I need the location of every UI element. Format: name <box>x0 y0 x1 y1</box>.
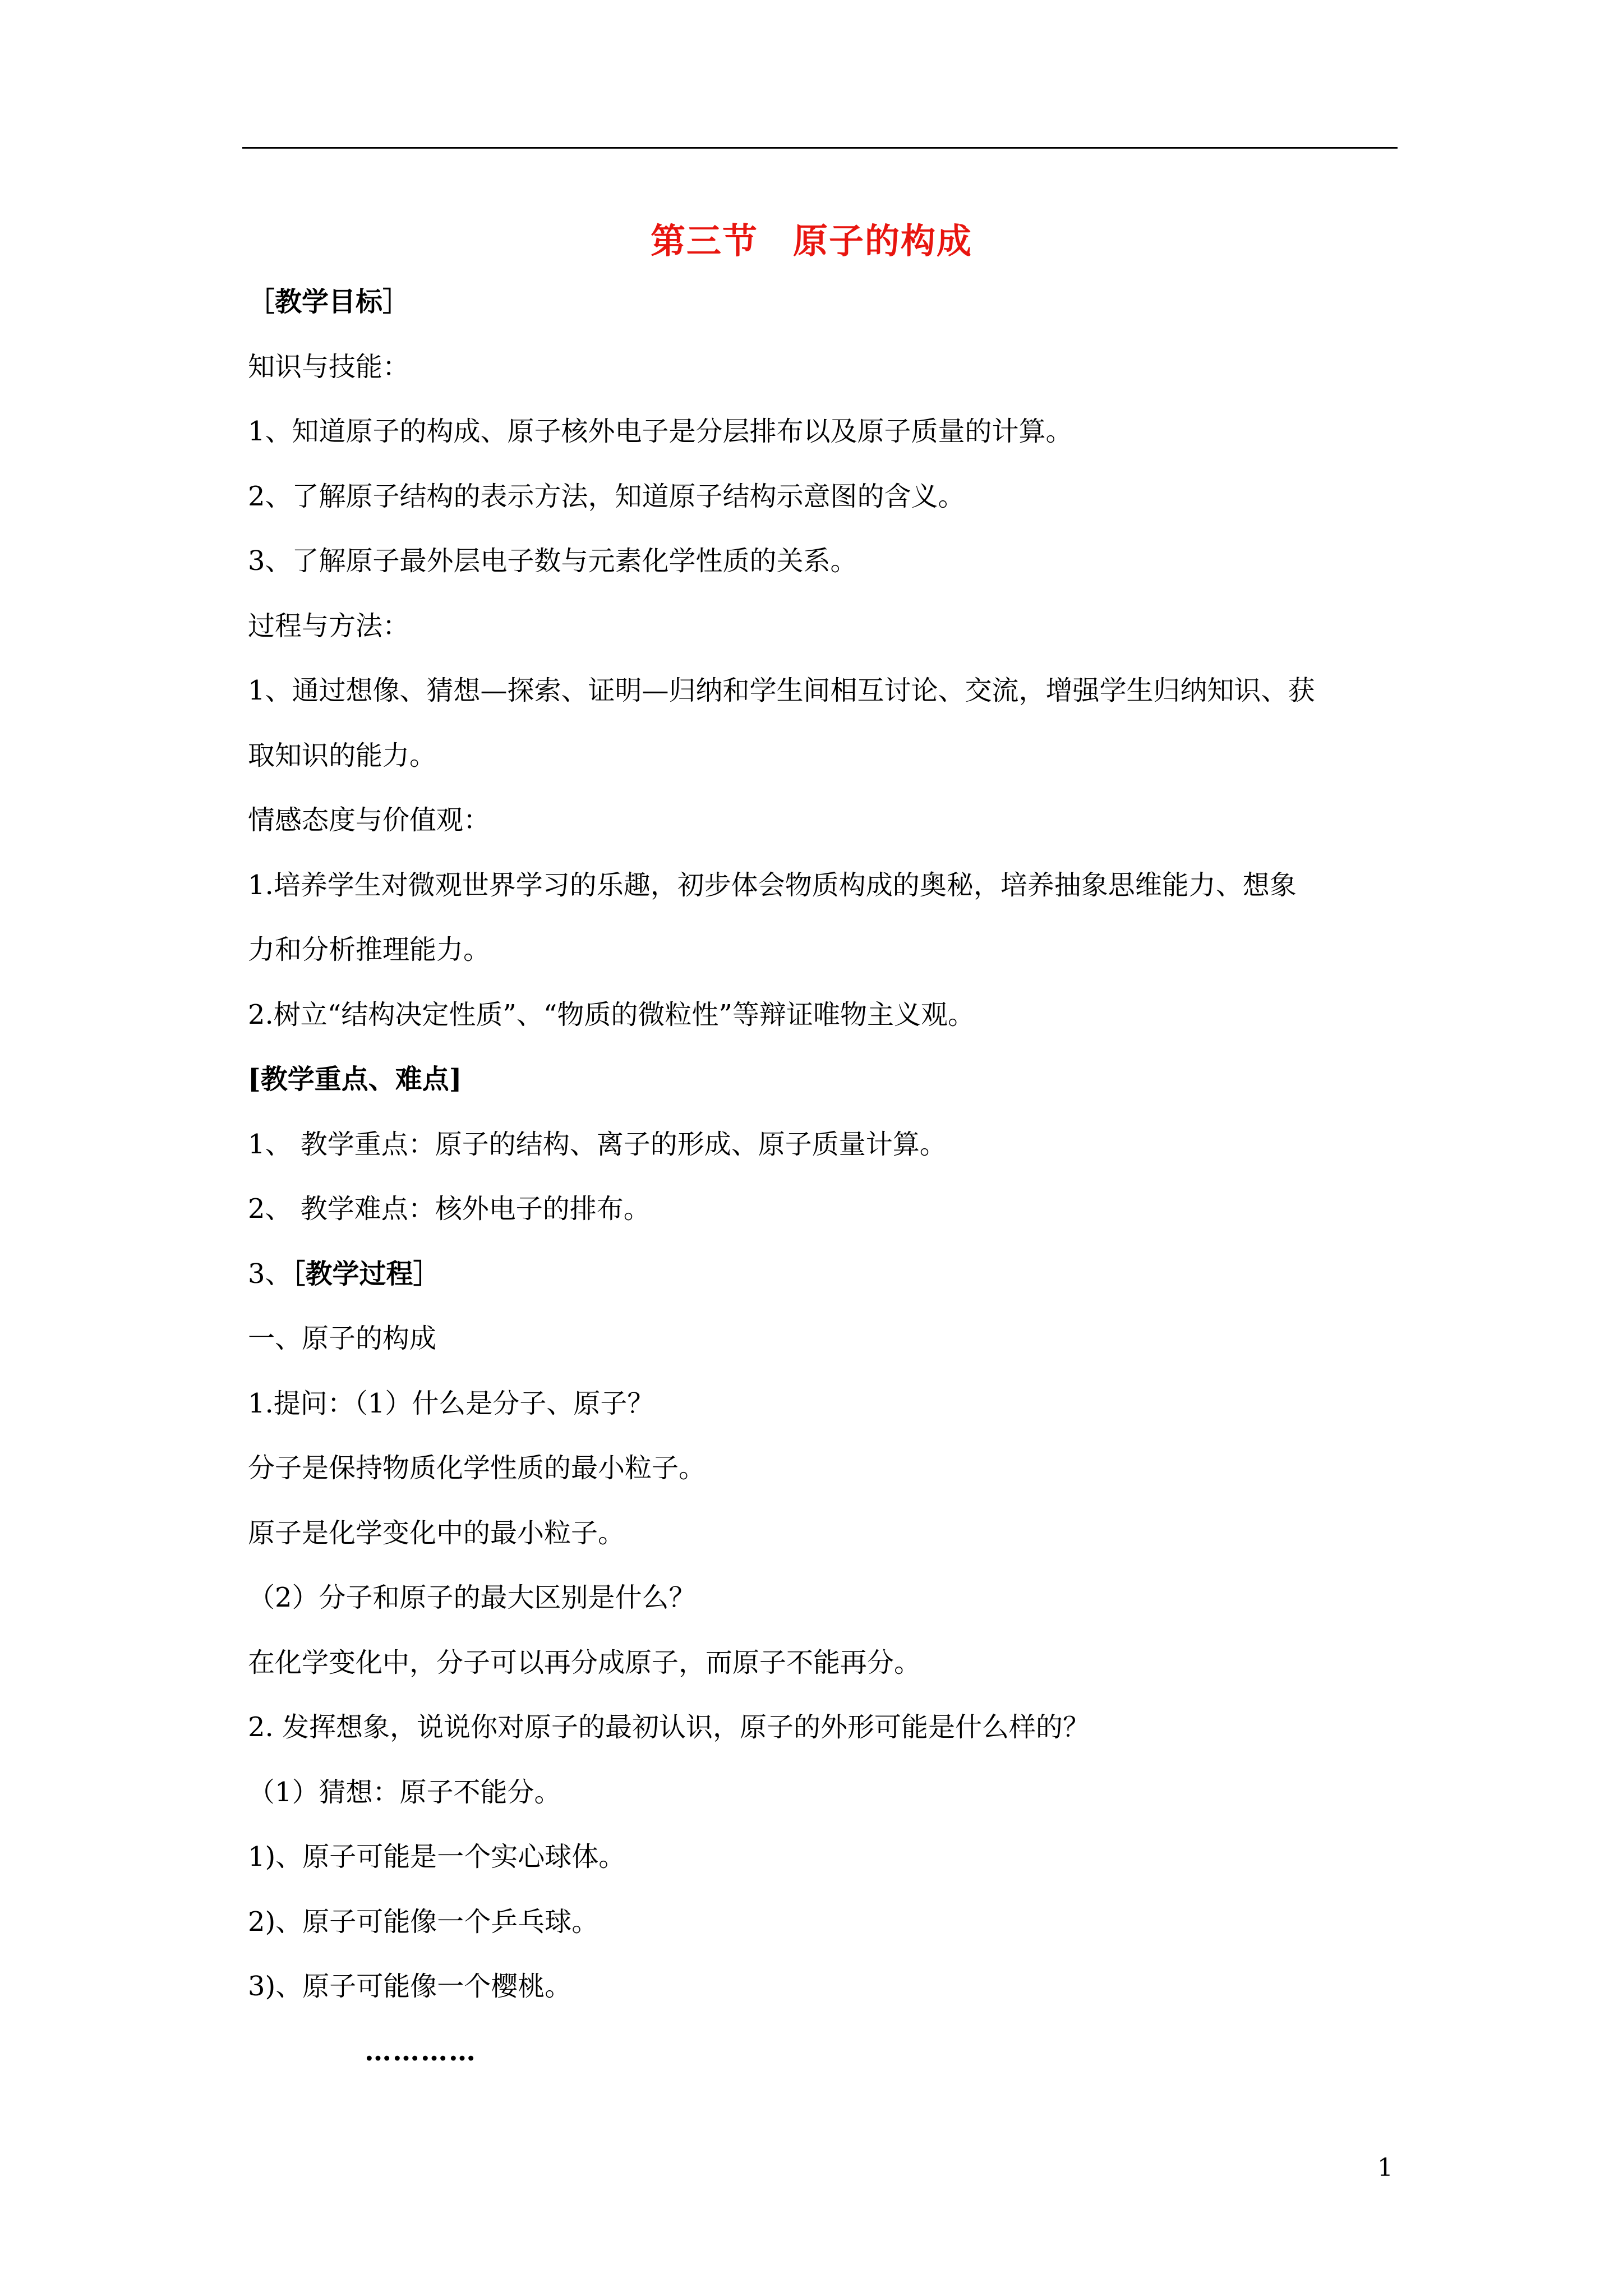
page-title <box>0 216 1623 266</box>
guess-item: （1）猜想：原子不能分。 <box>248 1776 561 1808</box>
question-item: 1.提问：（1）什么是分子、原子？ <box>248 1387 654 1419</box>
answer-text: 在化学变化中，分子可以再分成原子，而原子不能再分。 <box>248 1646 921 1678</box>
guess-item: 1)、原子可能是一个实心球体。 <box>248 1841 626 1872</box>
title-topic: 原子的构成 <box>793 220 973 261</box>
heading-label: ［教学过程］ <box>292 1258 440 1290</box>
goal-item: 1、通过想像、猜想—探索、证明—归纳和学生间相互讨论、交流，增强学生归纳知识、获 <box>248 675 1315 706</box>
goal-item: 1、知道原子的构成、原子核外电子是分层排布以及原子质量的计算。 <box>248 416 1073 447</box>
section-heading-key-points: [教学重点、难点] <box>248 1064 462 1095</box>
page-number: 1 <box>1377 2154 1393 2182</box>
question-item: 2. 发挥想象，说说你对原子的最初认识，原子的外形可能是什么样的？ <box>248 1711 1090 1743</box>
goal-item-continuation: 力和分析推理能力。 <box>248 934 491 965</box>
goal-item: 2、了解原子结构的表示方法，知道原子结构示意图的含义。 <box>248 480 965 512</box>
document-body <box>248 286 1398 2100</box>
guess-item: 3)、原子可能像一个樱桃。 <box>248 1971 572 2002</box>
goal-item-continuation: 取知识的能力。 <box>248 739 437 771</box>
subheading-knowledge-skills: 知识与技能： <box>248 351 410 383</box>
subheading-attitudes-values: 情感态度与价值观： <box>248 804 491 836</box>
guess-item: 2)、原子可能像一个乒乓球。 <box>248 1906 599 1938</box>
subheading-process-methods: 过程与方法： <box>248 610 410 642</box>
section-heading-teaching-process <box>248 1258 1398 1290</box>
goal-item: 3、了解原子最外层电子数与元素化学性质的关系。 <box>248 545 857 577</box>
list-number: 3、 <box>248 1258 292 1290</box>
answer-text: 原子是化学变化中的最小粒子。 <box>248 1517 625 1549</box>
answer-text: 分子是保持物质化学性质的最小粒子。 <box>248 1452 706 1484</box>
header-rule <box>242 147 1398 149</box>
section-heading-teaching-goals: ［教学目标］ <box>248 286 410 318</box>
question-item: （2）分子和原子的最大区别是什么？ <box>248 1582 696 1613</box>
key-point-item: 2、 教学难点：核外电子的排布。 <box>248 1193 651 1225</box>
ellipsis: ………… <box>365 2035 477 2067</box>
goal-item: 2.树立“结构决定性质”、“物质的微粒性”等辩证唯物主义观。 <box>248 999 975 1030</box>
goal-item: 1.培养学生对微观世界学习的乐趣，初步体会物质构成的奥秘，培养抽象思维能力、想象 <box>248 869 1297 901</box>
title-section-number: 第三节 <box>650 220 758 261</box>
part-heading-atom-structure: 一、原子的构成 <box>248 1323 437 1354</box>
key-point-item: 1、 教学重点：原子的结构、离子的形成、原子质量计算。 <box>248 1128 947 1160</box>
